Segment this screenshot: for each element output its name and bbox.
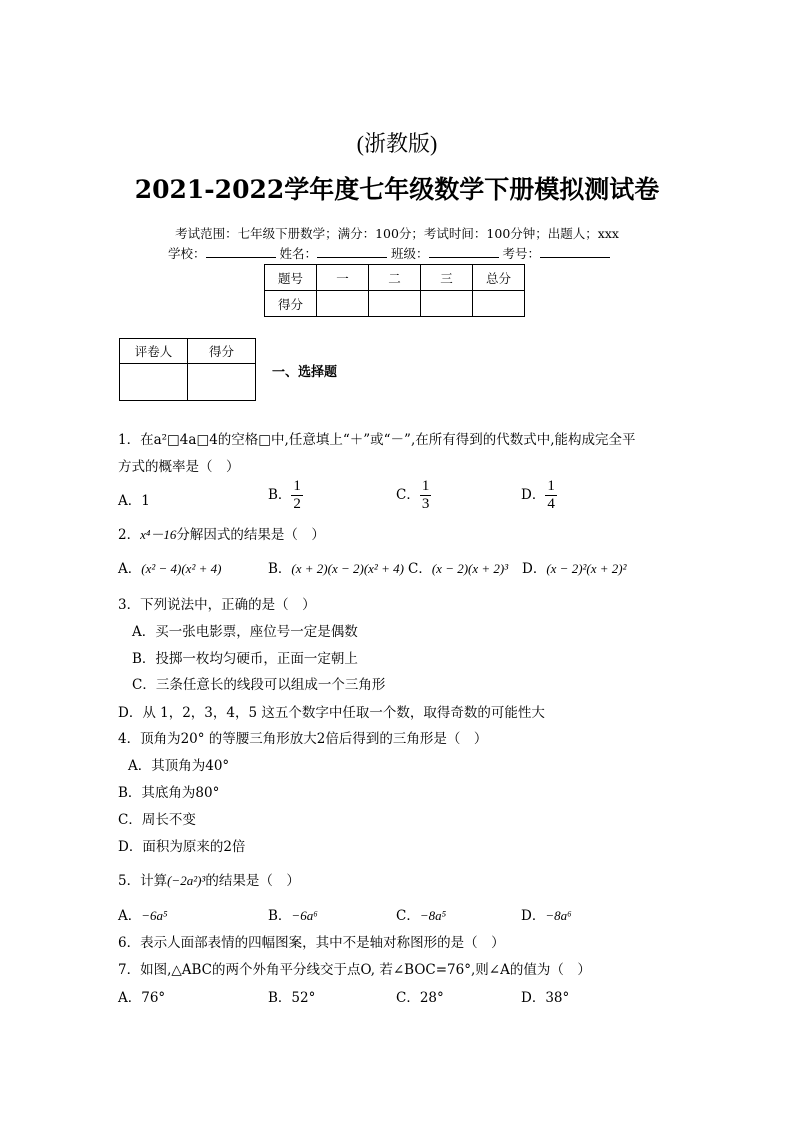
q3-option-a[interactable]: A．买一张电影票，座位号一定是偶数 (132, 624, 358, 640)
q5-stem-math: (−2a²)³ (167, 873, 206, 888)
numerator: 1 (547, 478, 555, 494)
denominator: 4 (547, 496, 555, 512)
section-title: 一、选择题 (272, 365, 338, 380)
q2-c-label: C． (408, 561, 432, 577)
grader-cell[interactable] (120, 364, 188, 401)
numerator: 1 (293, 478, 301, 494)
q7-option-c[interactable]: C．28° (396, 990, 444, 1006)
q4-option-c[interactable]: C．周长不变 (118, 812, 196, 828)
question-2-stem (118, 523, 325, 543)
q5-c-math: −8a⁵ (419, 908, 447, 923)
q1-b-label: B． (268, 487, 292, 503)
q1-option-d[interactable] (521, 478, 557, 513)
score-cell[interactable] (317, 291, 369, 317)
q2-option-d[interactable] (522, 557, 627, 577)
q2-a-label: A． (118, 561, 142, 577)
question-4-stem: 4．顶角为20° 的等腰三角形放大2倍后得到的三角形是（ ） (118, 731, 488, 747)
field-examno-blank[interactable] (540, 245, 610, 258)
grader-header: 评卷人 (120, 339, 188, 364)
q2-c-math: (x − 2)(x + 2)³ (431, 561, 509, 576)
q2-stem-text: 分解因式的结果是（ ） (176, 527, 325, 543)
score-cell[interactable] (473, 291, 525, 317)
field-name-blank[interactable] (317, 245, 387, 258)
edition-label: (浙教版) (356, 131, 438, 156)
q1-option-c[interactable] (396, 478, 431, 513)
q5-b-math: −6a⁶ (291, 908, 318, 923)
q2-option-b[interactable] (268, 557, 404, 577)
q5-option-b[interactable] (268, 904, 318, 924)
q5-a-math: −6a⁵ (141, 908, 168, 923)
q5-a-label: A． (118, 908, 142, 924)
q2-option-c[interactable] (408, 557, 508, 577)
q1-c-label: C． (396, 487, 420, 503)
field-school-label: 学校： (168, 246, 206, 261)
q1-d-fraction (545, 478, 557, 513)
q1-c-fraction (420, 478, 432, 513)
field-class-label: 班级： (391, 246, 429, 261)
q7-option-b[interactable]: B．52° (268, 990, 316, 1006)
q2-d-label: D． (522, 561, 547, 577)
q2-b-math: (x + 2)(x − 2)(x² + 4) (291, 561, 404, 576)
exam-info: 考试范围：七年级下册数学；满分：100分；考试时间：100分钟；出题人；xxx (175, 226, 619, 241)
grader-table (119, 338, 256, 401)
q5-d-math: −8a⁶ (545, 908, 572, 923)
grader-score-cell[interactable] (188, 364, 256, 401)
grader-score-header: 得分 (188, 339, 256, 364)
field-class-blank[interactable] (429, 245, 499, 258)
q5-option-a[interactable] (118, 904, 168, 924)
question-1-line1: 1．在a²□4a□4的空格□中,任意填上“＋”或“－”,在所有得到的代数式中,能构成完全平 (118, 432, 636, 448)
score-table (264, 264, 525, 317)
q1-option-b[interactable] (268, 478, 303, 513)
page-title: 2021-2022学年度七年级数学下册模拟测试卷 (134, 175, 660, 204)
question-1-line2: 方式的概率是（ ） (118, 459, 240, 475)
q4-option-a[interactable]: A．其顶角为40° (128, 758, 230, 774)
q7-option-a[interactable]: A．76° (118, 990, 166, 1006)
score-header-cell: 三 (421, 265, 473, 291)
q1-option-a[interactable]: A．1 (118, 493, 150, 509)
question-3-stem: 3．下列说法中，正确的是（ ） (118, 597, 316, 613)
q2-option-a[interactable] (118, 557, 221, 577)
score-header-cell: 一 (317, 265, 369, 291)
q7-option-d[interactable]: D．38° (521, 990, 570, 1006)
field-name-label: 姓名： (279, 246, 318, 261)
question-5-stem (118, 869, 300, 889)
question-7-stem: 7．如图,△ABC的两个外角平分线交于点O, 若∠BOC=76°,则∠A的值为（ ） (118, 962, 591, 978)
field-school-blank[interactable] (206, 245, 276, 258)
q5-stem-pre: 5．计算 (118, 873, 168, 889)
q2-number: 2． (118, 527, 141, 543)
q3-option-d[interactable]: D．从 1，2，3，4，5 这五个数字中任取一个数，取得奇数的可能性大 (118, 705, 545, 721)
q5-option-c[interactable] (396, 904, 446, 924)
q4-option-d[interactable]: D．面积为原来的2倍 (118, 839, 246, 855)
score-header-cell: 题号 (265, 265, 317, 291)
numerator: 1 (421, 478, 430, 494)
q5-stem-post: 的结果是（ ） (205, 873, 300, 889)
denominator: 2 (293, 496, 301, 512)
student-fields (168, 244, 610, 262)
score-header-cell: 二 (369, 265, 421, 291)
q2-a-math: (x² − 4)(x² + 4) (141, 561, 222, 576)
q3-option-b[interactable]: B．投掷一枚均匀硬币，正面一定朝上 (132, 651, 358, 667)
field-examno-label: 考号： (502, 246, 541, 261)
q2-stem-math: x⁴－16 (140, 527, 177, 542)
q4-option-b[interactable]: B．其底角为80° (118, 785, 220, 801)
q1-d-label: D． (521, 487, 546, 503)
q3-option-c[interactable]: C．三条任意长的线段可以组成一个三角形 (132, 677, 386, 693)
q5-option-d[interactable] (521, 904, 572, 924)
question-6-stem: 6．表示人面部表情的四幅图案，其中不是轴对称图形的是（ ） (118, 935, 505, 951)
score-cell[interactable] (369, 291, 421, 317)
q5-c-label: C． (396, 908, 420, 924)
q2-d-math: (x − 2)²(x + 2)² (546, 561, 627, 576)
score-row-label: 得分 (265, 291, 317, 317)
q2-b-label: B． (268, 561, 292, 577)
q1-b-fraction (291, 478, 303, 513)
score-cell[interactable] (421, 291, 473, 317)
q5-b-label: B． (268, 908, 292, 924)
q5-d-label: D． (521, 908, 546, 924)
denominator: 3 (421, 496, 430, 512)
score-header-cell: 总分 (473, 265, 525, 291)
